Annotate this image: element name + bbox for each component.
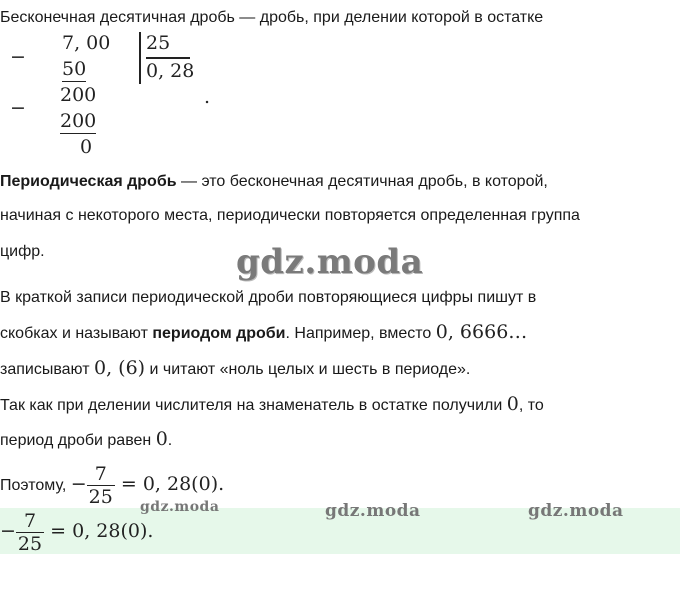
watermark-band-2: gdz.moda [325, 501, 421, 521]
definition-line-3: цифр. [0, 243, 45, 260]
remainder-line-2 [0, 429, 172, 451]
notation-text: записывают [0, 361, 94, 378]
math-zero: 0 [155, 428, 168, 450]
definition-rest: — это бесконечная десятичная дробь, в которой, [176, 173, 548, 190]
fraction-numerator: 7 [16, 510, 44, 533]
notation-line-3 [0, 358, 470, 380]
notation-line-1: В краткой записи периодической дроби повторяющиеся цифры пишут в [0, 289, 537, 306]
math-zero: 0 [506, 393, 519, 415]
division-quotient: 0, 28 [146, 60, 195, 82]
watermark-center: gdz.moda [236, 242, 424, 282]
division-trailing-dot: . [204, 86, 211, 108]
division-minus-2: − [10, 97, 26, 119]
definition-term: Периодическая дробь [0, 173, 177, 190]
math-example-2: 0, (6) [93, 357, 146, 379]
definition-line-1 [0, 172, 548, 192]
intro-line: Бесконечная десятичная дробь — дробь, при делении которой в остатке [0, 9, 544, 26]
division-step-3: 200 [60, 110, 97, 132]
answer-minus: − [0, 520, 16, 542]
answer-fraction [16, 510, 44, 555]
conclusion-prefix: Поэтому, [0, 477, 71, 494]
watermark-band-1: gdz.moda [140, 499, 220, 515]
division-bracket-vertical [139, 32, 141, 84]
division-remainder: 0 [80, 136, 93, 158]
fraction-denominator: 25 [88, 486, 113, 509]
remainder-text: , то [518, 397, 544, 414]
remainder-line-1 [0, 394, 544, 416]
division-dividend: 7, 00 [62, 32, 111, 54]
notation-text: . Например, вместо [285, 325, 436, 342]
period-term: периодом дроби [152, 325, 286, 342]
remainder-text: период дроби равен [0, 432, 156, 449]
definition-line-2: начиная с некоторого места, периодически повторяется определенная группа [0, 207, 580, 224]
conclusion-fraction [87, 463, 115, 508]
math-example-1: 0, 6666… [435, 321, 528, 343]
fraction-numerator: 7 [87, 463, 115, 486]
notation-text: и читают «ноль целых и шесть в периоде». [145, 361, 471, 378]
fraction-denominator: 25 [17, 533, 43, 556]
remainder-text: . [167, 432, 173, 449]
conclusion-minus: − [70, 473, 87, 495]
division-bracket-horizontal [146, 57, 190, 59]
watermark-band-3: gdz.moda [528, 501, 624, 521]
answer-rhs: = 0, 28(0). [44, 520, 154, 542]
division-divisor: 25 [146, 32, 171, 54]
notation-text: скобках и называют [0, 325, 153, 342]
notation-line-2 [0, 322, 527, 344]
division-step-1: 50 [62, 58, 87, 80]
division-step-2: 200 [60, 84, 97, 106]
conclusion-rhs: = 0, 28(0). [114, 473, 225, 495]
division-minus-1: − [10, 46, 26, 68]
remainder-text: Так как при делении числителя на знаменатель в остатке получили [0, 397, 507, 414]
answer-line [0, 508, 153, 556]
